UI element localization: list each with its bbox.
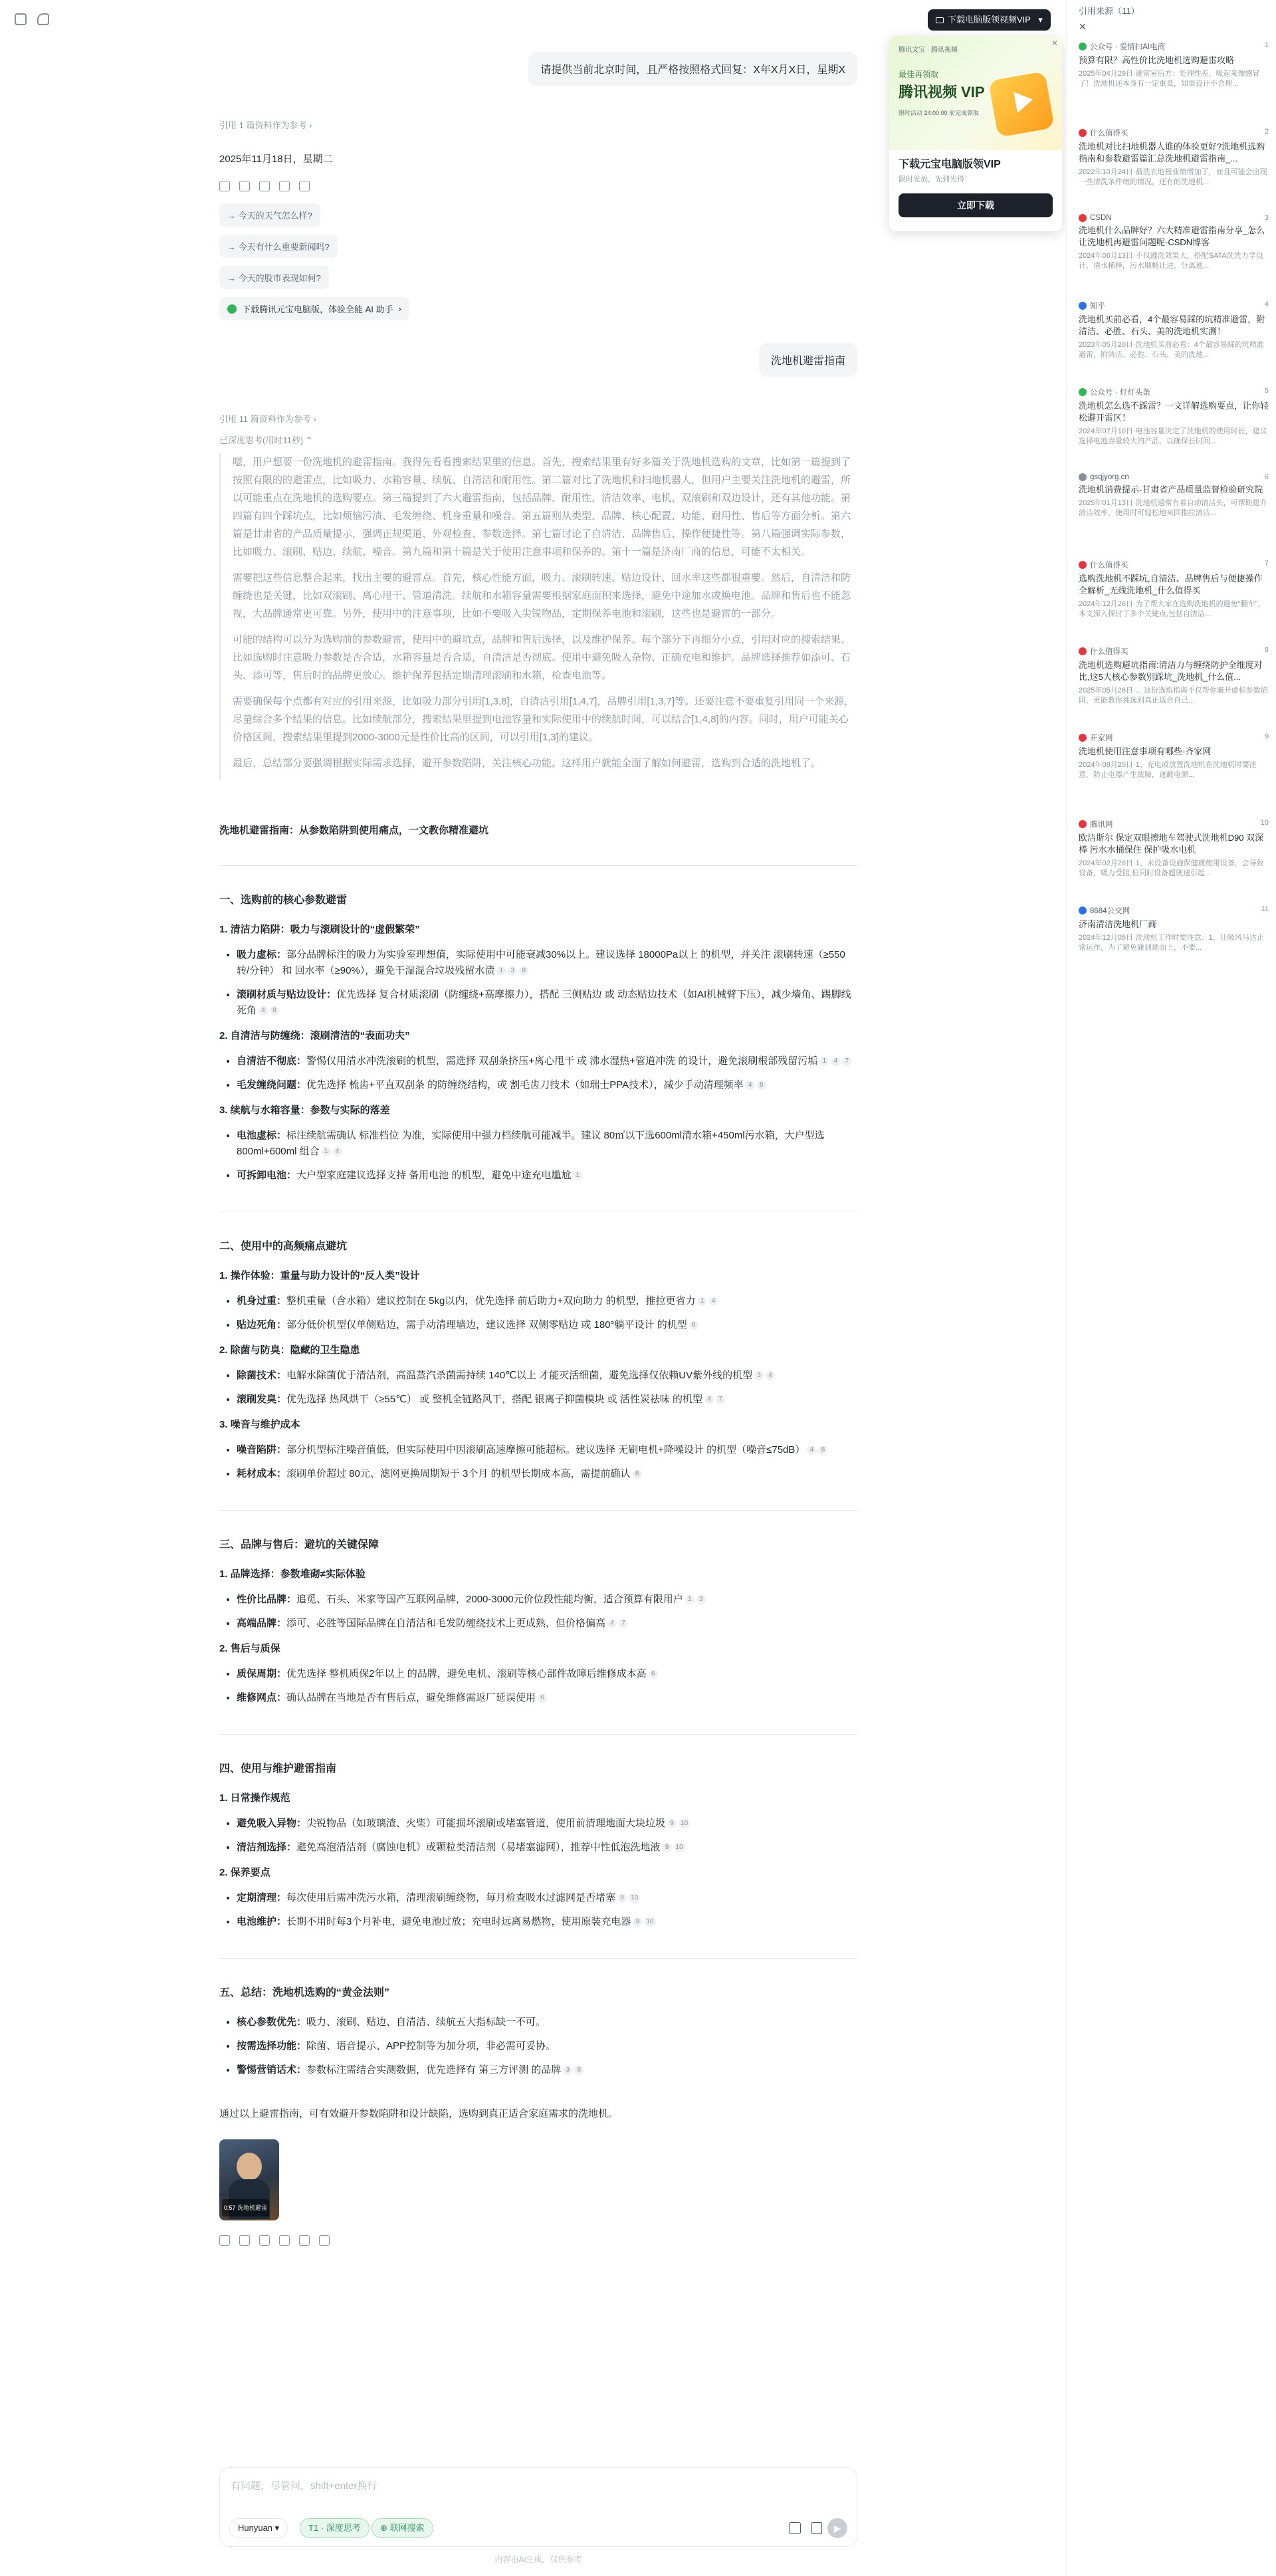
close-icon[interactable]: ✕ xyxy=(1051,39,1058,48)
list-item xyxy=(237,1368,857,1384)
list-item xyxy=(237,1914,857,1930)
bullet-list xyxy=(237,1368,857,1408)
share-icon[interactable] xyxy=(299,181,310,191)
source-item[interactable] xyxy=(1079,732,1269,780)
reference-count[interactable]: 引用 1 篇资料作为参考 › xyxy=(219,120,312,130)
close-sources-icon[interactable]: ✕ xyxy=(1079,21,1087,32)
source-site xyxy=(1079,732,1269,743)
subsection-heading: 1. 品牌选择：参数堆砌≠实际体验 xyxy=(219,1568,366,1580)
list-item-label: 滚刷发臭： xyxy=(237,1394,287,1405)
list-item-text: 追觅、石头、米家等国产互联网品牌，2000-3000元价位段性能均衡，适合预算有限用户 xyxy=(296,1594,683,1605)
answer-title: 洗地机避雷指南：从参数陷阱到使用痛点，一文教你精准避坑 xyxy=(219,825,489,836)
video-thumbnail[interactable] xyxy=(219,2139,279,2220)
list-item xyxy=(237,1077,857,1093)
source-description: 2024年12月26日·为了帮大家在选购洗地机的避免"翻车"，本文深入探讨了多个关键点,包括自清洁... xyxy=(1079,600,1265,618)
promo-art-sub: 限时活动 24:00:00 前完成领取 xyxy=(899,110,980,116)
source-site xyxy=(1079,214,1269,222)
list-item-label: 质保周期： xyxy=(237,1668,287,1679)
citation-badge[interactable]: 8 xyxy=(757,1081,766,1090)
list-item-text: 滚刷单价超过 80元、滤网更换周期短于 3个月 的机型长期成本高，需提前确认 xyxy=(286,1468,631,1479)
list-item-text: 部分机型标注噪音值低，但实际使用中因滚刷高速摩擦可能超标。建议选择 无刷电机+降噪设计 的机型（噪音≤75dB） xyxy=(286,1444,805,1455)
source-description: 2025年04月29日·避雷室后方：处理性差、吸起来像感冒了！洗地机还本身有一定重量，如果设计不合理... xyxy=(1079,70,1260,88)
citation-badge[interactable]: 7 xyxy=(716,1395,725,1404)
list-item-label: 滚刷材质与贴边设计： xyxy=(237,989,337,1000)
citation-badge[interactable]: 10 xyxy=(679,1819,690,1828)
list-item xyxy=(237,1442,857,1458)
copy-icon[interactable] xyxy=(219,181,230,191)
thumbnail-face xyxy=(237,2153,262,2181)
list-item xyxy=(237,1616,857,1632)
site-logo-icon xyxy=(1079,388,1087,396)
source-description: 2024年12月05日·洗地机工作时要注意：1、让吸风马达正常运作，为了避免碰到地面上，不要... xyxy=(1079,934,1264,952)
citation-badge[interactable]: 3 xyxy=(754,1371,764,1380)
suggestion-chip-label: 今天的天气怎么样? xyxy=(238,211,312,221)
thumbs-down-icon[interactable] xyxy=(279,181,290,191)
source-item[interactable] xyxy=(1079,128,1269,187)
source-title: 欧洁斯尔 保定双眼擦地车驾驶式洗地机D90 双深棒 污水水桶保住 保护吸水电机 xyxy=(1079,833,1264,855)
promo-art-title: 腾讯视频 VIP xyxy=(899,84,985,100)
list-item xyxy=(237,2014,857,2030)
bullet-list xyxy=(237,1890,857,1930)
thumbs-down-icon[interactable] xyxy=(279,2235,290,2246)
suggestion-chip[interactable]: → 今天有什么重要新闻吗? xyxy=(219,235,338,258)
list-item-text: 添可、必胜等国际品牌在自清洁和毛发防缠绕技术上更成熟，但价格偏高 xyxy=(286,1618,606,1629)
thinking-paragraph: 需要把这些信息整合起来，找出主要的避雷点。首先，核心性能方面，吸力、滚刷转速、贴边设计、回水率这些都很重要。然后，自清洁和防缠绕也是关键，比如双滚刷、离心甩干、管道清洗。续航和水箱容量需要根据家庭面积来选择，避免中途加水或换电池。品牌和售后也不能忽视，大品牌通常更可靠。另外，使用中的注意事项，比如不要吸入尖锐物品，定期保养电池和滚刷，这些也是避雷的一部分。 xyxy=(233,572,851,619)
source-title: 洗地机使用注意事项有哪些-齐家网 xyxy=(1079,746,1212,756)
list-item-text: 优先选择 梳齿+平直双刮条 的防缠绕结构，或 割毛齿刀技术（如瑞士PPA技术），减少手动清理频率 xyxy=(306,1079,744,1091)
source-site xyxy=(1079,819,1269,829)
citation-badge[interactable]: 8 xyxy=(633,1469,642,1479)
download-banner[interactable]: 下载腾讯元宝电脑版，体验全能 AI 助手 › xyxy=(219,297,409,320)
list-item-label: 噪音陷阱： xyxy=(237,1444,287,1455)
source-description: 2022年10月24日·最洗衣地板业绩增加了，而且可能会出现一些清洗条件绪的情况，还有的洗地机... xyxy=(1079,168,1267,186)
list-item-label: 除菌技术： xyxy=(237,1370,287,1381)
source-site-name: CSDN xyxy=(1090,214,1112,222)
citation-badge[interactable]: 10 xyxy=(644,1917,655,1927)
list-item xyxy=(237,1666,857,1682)
citation-badge[interactable]: 6 xyxy=(649,1669,658,1679)
citation-badge[interactable]: 8 xyxy=(270,1006,279,1016)
answer-sections xyxy=(219,893,857,2078)
list-item-text: 部分品牌标注的吸力为实验室理想值，实际使用中可能衰减30%以上。建议选择 18000Pa以上 的机型，并关注 滚刷转速（≥550转/分钟） 和 回水率（≥90%），避免干湿混合垃圾残留水渍 xyxy=(237,949,845,976)
citation-badge[interactable]: 8 xyxy=(689,1321,698,1330)
source-site-name: 公众号 · 爱情扫AI电商 xyxy=(1090,43,1166,51)
subsection-heading: 3. 噪音与维护成本 xyxy=(219,1419,300,1430)
bullet-list xyxy=(237,1053,857,1093)
subsection-heading: 3. 续航与水箱容量：参数与实际的落差 xyxy=(219,1105,390,1116)
monitor-icon xyxy=(936,17,944,23)
section-heading: 三、品牌与售后：避坑的关键保障 xyxy=(219,1539,379,1551)
assistant-answer: 2025年11月18日，星期二 xyxy=(219,154,333,165)
list-item-label: 吸力虚标： xyxy=(237,949,287,960)
source-title: 洗地机什么品牌好？六大精准避雷指南分享_怎么让洗地机再避雷问题呢-CSDN博客 xyxy=(1079,225,1265,247)
source-item[interactable] xyxy=(1079,300,1269,360)
site-logo-icon xyxy=(1079,129,1087,137)
source-description: 2025年05月26日·... 这份选购指南不仅帮你避开虚标参数陷阱，更能教你挑选到真正适合自己... xyxy=(1079,687,1268,704)
left-toolbar xyxy=(15,13,49,25)
web-search-toggle[interactable] xyxy=(372,2518,433,2538)
play-icon xyxy=(1013,89,1034,113)
citation-badge[interactable]: 3 xyxy=(508,966,517,976)
citation-badge[interactable]: 4 xyxy=(708,1297,718,1306)
source-title: 洗地机消费提示-甘肃省产品质量监督检验研究院 xyxy=(1079,484,1263,494)
source-number: 2 xyxy=(1264,128,1269,136)
source-title: 预算有限？高性价比洗地机选购避雷攻略 xyxy=(1079,55,1235,65)
list-item xyxy=(237,1392,857,1408)
source-site xyxy=(1079,300,1269,311)
citation-badge[interactable]: 7 xyxy=(619,1619,628,1628)
suggestion-chip[interactable]: → 今天的股市表现如何? xyxy=(219,266,329,289)
suggestion-list xyxy=(219,203,485,320)
list-item-text: 优先选择 整机质保2年以上 的品牌，避免电机、滚刷等核心部件故障后维修成本高 xyxy=(286,1668,647,1679)
sidebar-toggle-icon[interactable] xyxy=(15,13,27,25)
suggestion-chip-label: 今天的股市表现如何? xyxy=(238,273,321,283)
thinking-toggle-label: 已深度思考(用时11秒) xyxy=(219,435,304,445)
answer-content xyxy=(219,823,857,2246)
globe-icon: ⊕ xyxy=(380,2523,390,2533)
promo-art-line: 最佳再领取 xyxy=(899,70,939,79)
bullet-list xyxy=(237,1293,857,1333)
site-logo-icon xyxy=(1079,302,1087,310)
source-site-name: 开家网 xyxy=(1090,734,1113,742)
list-item-text: 电解水除菌优于清洁剂，高温蒸汽杀菌需持续 140℃以上 才能灭活细菌，避免选择仅依赖UV紫外线的机型 xyxy=(286,1370,753,1381)
source-number: 3 xyxy=(1264,214,1269,222)
source-title: 济南清洁洗地机厂商 xyxy=(1079,919,1157,929)
list-item xyxy=(237,2038,857,2054)
list-item-label: 清洁剂选择： xyxy=(237,1842,297,1853)
source-site xyxy=(1079,560,1269,570)
source-description: 2024年06月13日·不仅遵洗效果大，搭配SATA洗洗力学设计，清水稀释，污水顺畅让进，分离速... xyxy=(1079,252,1263,270)
list-item-text: 每次使用后需冲洗污水箱，清理滚刷缠绕物，每月检查吸水过滤网是否堵塞 xyxy=(286,1892,616,1903)
source-site-name: 什么值得买 xyxy=(1090,648,1128,656)
site-logo-icon xyxy=(1079,820,1087,828)
citation-badge[interactable]: 4 xyxy=(746,1081,755,1090)
list-item xyxy=(237,1317,857,1333)
thumbs-up-icon[interactable] xyxy=(259,181,270,191)
list-item-text: 大户型家庭建议选择支持 备用电池 的机型，避免中途充电尴尬 xyxy=(296,1170,572,1181)
citation-badge[interactable]: 4 xyxy=(607,1619,617,1628)
citation-badge[interactable]: 10 xyxy=(629,1893,640,1903)
vip-promo-popup xyxy=(889,36,1062,231)
list-item-text: 避免高泡清洁剂（腐蚀电机）或颗粒类清洁剂（易堵塞滤网），推荐中性低泡洗地液 xyxy=(296,1842,661,1853)
regenerate-icon[interactable] xyxy=(299,2235,310,2246)
bullet-list xyxy=(237,1128,857,1184)
list-item-text: 参数标注需结合实测数据，优先选择有 第三方评测 的品牌 xyxy=(306,2064,562,2076)
source-title: 洗地机对比扫地机器人谁的体验更好?洗地机选购指南和参数避雷篇汇总洗地机避雷指南_... xyxy=(1079,142,1265,163)
list-item xyxy=(237,1890,857,1906)
section-heading: 一、选购前的核心参数避雷 xyxy=(219,895,348,906)
source-title: 洗地机选购避坑指南:清洁力与缠绕防护全维度对比,这5大核心参数别踩坑_洗地机_什么值... xyxy=(1079,660,1263,682)
user-message: 请提供当前北京时间，且严格按照格式回复：X年X月X日，星期X xyxy=(528,52,857,86)
answer-actions xyxy=(219,2235,857,2246)
source-site-name: gsqjyorg.cn xyxy=(1090,473,1129,481)
disclaimer: 内容由AI生成，仅供参考 xyxy=(494,2555,582,2564)
bullet-list xyxy=(237,947,857,1019)
source-site xyxy=(1079,646,1269,657)
source-number: 1 xyxy=(1264,41,1269,49)
source-description: 2023年05月20日·洗地机买前必看：4个最容易踩的坑精准避雷，附清洁、必胜、石头、美的洗地... xyxy=(1079,341,1264,359)
source-description: 2024年07月10日·电池容量决定了洗地机的使用时长，建议选择电池容量较大的产品，以确保长时间... xyxy=(1079,427,1267,445)
bullet-list xyxy=(237,1816,857,1856)
citation-badge[interactable]: 9 xyxy=(633,1917,642,1927)
source-description: 2025年01月13日·洗地机通常有着自动清洁头，可帮助提升清洁效率，使用时可轻松地来回推拉清洁... xyxy=(1079,499,1267,517)
source-number: 5 xyxy=(1264,387,1269,395)
divider xyxy=(219,1510,857,1511)
source-title: 选购洗地机不踩坑,自清洁、品牌售后与便捷操作全解析_无线洗地机_什么值得买 xyxy=(1079,574,1263,595)
user-message: 洗地机避雷指南 xyxy=(759,343,857,377)
list-item-label: 核心参数优先： xyxy=(237,2016,307,2028)
list-item xyxy=(237,1293,857,1309)
source-site-name: 什么值得买 xyxy=(1090,562,1128,570)
list-item-label: 可拆卸电池： xyxy=(237,1170,297,1181)
citation-badge[interactable]: 8 xyxy=(519,966,528,976)
thinking-paragraph: 需要确保每个点都有对应的引用来源，比如吸力部分引用[1,3,8]，自清洁引用[1,4,7]，品牌引用[1,3,7]等。还要注意不要重复引用同一个来源，尽量综合多个结果的信息。比如续航部分，搜索结果里提到电池容量和实际使用中的续航时间，可以结合[1,4,8]的内容。同时，用户可能关心价格区间，搜索结果里提到2000-3000元是性价比高的区间，可以引用[1,3]的建议。 xyxy=(233,696,855,743)
list-item-label: 机身过重： xyxy=(237,1295,287,1307)
sources-panel xyxy=(1066,0,1276,2576)
bullet-list xyxy=(237,2014,857,2078)
bullet-list xyxy=(237,1592,857,1632)
download-desktop-button[interactable] xyxy=(928,9,1051,31)
list-item xyxy=(237,1840,857,1856)
thinking-paragraph: 嗯，用户想要一份洗地机的避雷指南。我得先看看搜索结果里的信息。首先，搜索结果里有好多篇关于洗地机选购的文章，比如第一篇提到了按照有限的的避雷点，比如吸力、水箱容量、续航、自清洁和耐用性。第二篇对比了洗地机和扫地机器人，但用户主要关注洗地机的避雷，所以可能重点在洗地机的选购要点。第三篇提到了六大避雷指南，包括品牌、耐用性、清洁效率、电机、双滚刷和双边设计，还有其他功能。第四篇有四个踩坑点，比如烦恼污渍、毛发缠绕、机身重量和噪音。第五篇则从类型、品牌、核心配置、功能、耐用性、售后等方面分析。第六篇是甘肃省的产品质量提示，强调正规渠道、外观检查、参数选择。第七篇讨论了自清洁、品牌售后、操作便捷性等。第八篇强调实际参数，比如吸力、滚刷、贴边、续航、噪音。第九篇和第十篇是关于使用注意事项和保养的。第十一篇是济南厂商的信息，可能不太相关。 xyxy=(233,457,851,558)
source-site-name: 8684公交网 xyxy=(1090,907,1130,915)
list-item-label: 按需选择功能： xyxy=(237,2040,307,2052)
source-description: 2024年02月28日·1、未设备设施保健就使用设备，会导致设备，吸力受阻,但同时设备超驶速引起... xyxy=(1079,859,1264,877)
source-number: 10 xyxy=(1260,819,1269,827)
list-item xyxy=(237,1053,857,1069)
reference-count-label: 引用 11 篇资料作为参考 xyxy=(219,414,311,424)
list-item-text: 优先选择 复合材质滚刷（防缠绕+高摩擦力），搭配 三侧贴边 或 动态贴边技术（如AI机械臂下压），减少墙角、踢脚线死角 xyxy=(237,989,851,1016)
source-site-name: 公众号 · 灯灯头条 xyxy=(1090,389,1150,397)
source-number: 4 xyxy=(1264,300,1269,308)
citation-badge[interactable]: 8 xyxy=(574,2066,584,2075)
video-label: 0:57 洗地机避雷 xyxy=(222,2199,269,2216)
site-logo-icon xyxy=(1079,43,1087,51)
citation-badge[interactable]: 8 xyxy=(818,1446,827,1455)
subsection-heading: 2. 除菌与防臭：隐藏的卫生隐患 xyxy=(219,1344,360,1356)
thinking-toggle[interactable]: 已深度思考(用时11秒) ⌃ xyxy=(219,435,313,445)
list-item-text: 确认品牌在当地是否有售后点，避免维修需返厂延误使用 xyxy=(286,1692,536,1703)
citation-badge[interactable]: 4 xyxy=(831,1057,840,1066)
citation-badge[interactable]: 10 xyxy=(674,1843,685,1852)
list-item xyxy=(237,947,857,979)
source-item[interactable] xyxy=(1079,41,1269,89)
list-item-text: 整机重量（含水箱）建议控制在 5kg以内，优先选择 前后助力+双向助力 的机型，推拉更省力 xyxy=(286,1295,696,1307)
list-item-label: 避免吸入异物： xyxy=(237,1818,307,1829)
share-icon[interactable] xyxy=(319,2235,330,2246)
image-upload-icon[interactable] xyxy=(789,2522,801,2534)
section-heading: 二、使用中的高频痛点避坑 xyxy=(219,1241,348,1252)
answer-section xyxy=(219,1537,857,1706)
download-banner-label: 下载腾讯元宝电脑版，体验全能 AI 助手 xyxy=(242,304,393,314)
send-button[interactable]: ▶ xyxy=(827,2518,847,2538)
citation-badge[interactable]: 1 xyxy=(573,1171,582,1180)
site-logo-icon xyxy=(1079,214,1087,222)
subsection-heading: 1. 日常操作规范 xyxy=(219,1792,290,1804)
list-item xyxy=(237,1816,857,1832)
list-item-text: 标注续航需确认 标准档位 为准，实际使用中强力档续航可能减半。建议 80㎡以下选600ml清水箱+450ml污水箱，大户型选 800ml+600ml 组合 xyxy=(237,1130,825,1157)
bullet-list xyxy=(237,1442,857,1482)
subsection-heading: 2. 自清洁与防缠绕：滚刷清洁的“表面功夫” xyxy=(219,1030,410,1041)
list-item-label: 性价比品牌： xyxy=(237,1594,297,1605)
citation-badge[interactable]: 9 xyxy=(663,1843,672,1852)
citation-badge[interactable]: 1 xyxy=(322,1147,331,1156)
citation-badge[interactable]: 4 xyxy=(766,1371,775,1380)
source-item[interactable] xyxy=(1079,819,1269,879)
answer-section xyxy=(219,1239,857,1482)
source-site-name: 什么值得买 xyxy=(1090,130,1128,138)
source-item[interactable] xyxy=(1079,473,1269,518)
list-item-label: 贴边死角： xyxy=(237,1319,287,1331)
list-item xyxy=(237,1168,857,1184)
promo-brand: 腾讯文宝 · 腾讯视频 xyxy=(899,47,958,54)
section-heading: 五、总结：洗地机选购的“黄金法则” xyxy=(219,1987,390,1998)
list-item-text: 部分低价机型仅单侧贴边，需手动清理墙边，建议选择 双侧零贴边 或 180°躺平设计 的机型 xyxy=(286,1319,687,1331)
source-site xyxy=(1079,905,1269,916)
section-heading: 四、使用与维护避雷指南 xyxy=(219,1763,337,1774)
thinking-paragraph: 最后，总结部分要强调根据实际需求选择，避开参数陷阱，关注核心功能。这样用户就能全面了解如何避雷，选购到合适的洗地机了。 xyxy=(233,758,821,769)
source-number: 11 xyxy=(1261,905,1269,913)
download-desktop-label: 下载电脑版领视频VIP xyxy=(948,15,1031,25)
citation-badge[interactable]: 3 xyxy=(696,1595,706,1604)
divider xyxy=(219,1958,857,1959)
divider xyxy=(219,865,857,866)
bullet-list xyxy=(237,1666,857,1706)
thinking-process xyxy=(219,453,857,780)
bookmark-icon[interactable] xyxy=(239,181,250,191)
chevron-down-icon: ▾ xyxy=(1038,15,1043,25)
list-item-text: 尖锐物品（如玻璃渣、火柴）可能损坏滚刷或堵塞管道，使用前清理地面大块垃圾 xyxy=(306,1818,666,1829)
citation-badge[interactable]: 4 xyxy=(704,1395,714,1404)
message-input[interactable]: 有问题，尽管问，shift+enter换行 xyxy=(231,2480,377,2492)
citation-badge[interactable]: 1 xyxy=(685,1595,694,1604)
citation-badge[interactable]: 1 xyxy=(697,1297,706,1306)
citation-badge[interactable]: 4 xyxy=(333,1147,342,1156)
source-description: 2024年08月25日·1、充电或放置洗地机在洗地机时要注意，防止电器产生故障，遮蔽电源... xyxy=(1079,761,1257,779)
list-item xyxy=(237,1690,857,1706)
model-selector-label: Hunyuan xyxy=(238,2523,273,2533)
site-logo-icon xyxy=(1079,907,1087,914)
list-item-label: 毛发缠绕问题： xyxy=(237,1079,307,1091)
copy-icon[interactable] xyxy=(219,2235,230,2246)
citation-badge[interactable]: 1 xyxy=(819,1057,829,1066)
thinking-paragraph: 可能的结构可以分为选购前的参数避雷，使用中的避坑点，品牌和售后选择，以及维护保养。每个部分下再细分小点，引用对应的搜索结果。比如选购时注意吸力参数是否合适，水箱容量是否合适，自清洁是否彻底。使用中避免吸入杂物、正确充电和维护。品牌选择推荐如添可、石头、添可等，售后时的品牌更放心。维护保养包括定期清理滚刷和水箱，检查电池等。 xyxy=(233,634,851,681)
answer-section xyxy=(219,893,857,1184)
list-item-label: 电池虚标： xyxy=(237,1130,287,1141)
site-logo-icon xyxy=(1079,473,1087,481)
reference-count-label: 引用 1 篇资料作为参考 xyxy=(219,120,307,130)
subsection-heading: 2. 保养要点 xyxy=(219,1867,270,1878)
list-item xyxy=(237,1592,857,1608)
promo-subtitle: 限时发放，先到先得！ xyxy=(899,175,972,183)
file-upload-icon[interactable] xyxy=(811,2522,822,2534)
answer-section xyxy=(219,1985,857,2078)
web-search-label: 联网搜索 xyxy=(389,2523,425,2533)
citation-badge[interactable]: 7 xyxy=(842,1057,851,1066)
source-number: 9 xyxy=(1264,732,1269,740)
list-item-text: 除菌、语音提示、APP控制等为加分项，非必需可妥协。 xyxy=(306,2040,556,2052)
source-title: 洗地机买前必看，4个最容易踩的坑精准避雷，附清洁、必胜、石头、美的洗地机实测！ xyxy=(1079,314,1265,336)
list-item-label: 耗材成本： xyxy=(237,1468,287,1479)
subsection-heading: 1. 清洁力陷阱：吸力与滚刷设计的“虚假繁荣” xyxy=(219,924,420,935)
source-title: 洗地机怎么选不踩雷？一文详解选购要点，让你轻松避开雷区！ xyxy=(1079,401,1269,423)
download-now-button[interactable]: 立即下载 xyxy=(899,193,1053,217)
bookmark-icon[interactable] xyxy=(239,2235,250,2246)
vip-promo-art xyxy=(889,36,1062,150)
source-item[interactable] xyxy=(1079,214,1269,271)
citation-badge[interactable]: 1 xyxy=(496,966,506,976)
list-item xyxy=(237,987,857,1019)
source-item[interactable] xyxy=(1079,905,1269,953)
deep-think-toggle[interactable]: T1 · 深度思考 xyxy=(300,2518,370,2538)
site-logo-icon xyxy=(1079,734,1087,742)
suggestion-chip[interactable]: → 今天的天气怎么样? xyxy=(219,203,320,227)
divider xyxy=(219,1734,857,1735)
promo-title: 下载元宝电脑版领VIP xyxy=(899,159,1001,170)
answer-section xyxy=(219,1761,857,1930)
model-selector[interactable]: Hunyuan ▾ xyxy=(229,2518,288,2538)
source-item[interactable] xyxy=(1079,560,1269,619)
sources-header: 引用来源（11） xyxy=(1079,6,1140,16)
list-item-label: 高端品牌： xyxy=(237,1618,287,1629)
list-item-label: 警惕营销话术： xyxy=(237,2064,307,2076)
source-site-name: 知乎 xyxy=(1090,302,1105,310)
source-site-name: 腾讯网 xyxy=(1090,821,1113,829)
list-item-text: 优先选择 热风烘干（≥55℃） 或 整机全链路风干，搭配 银离子抑菌模块 或 活性炭祛味 的机型 xyxy=(286,1394,702,1405)
source-number: 7 xyxy=(1264,560,1269,568)
thumbs-up-icon[interactable] xyxy=(259,2235,270,2246)
citation-badge[interactable]: 4 xyxy=(259,1006,268,1016)
citation-badge[interactable]: 9 xyxy=(617,1893,627,1903)
source-site xyxy=(1079,387,1269,397)
list-item-text: 长期不用时每3个月补电，避免电池过放；充电时远离易燃物，使用原装充电器 xyxy=(286,1916,631,1927)
source-number: 8 xyxy=(1264,646,1269,654)
site-logo-icon xyxy=(1079,647,1087,655)
suggestion-chip-label: 今天有什么重要新闻吗? xyxy=(238,242,330,252)
source-site xyxy=(1079,41,1269,52)
citation-badge[interactable]: 6 xyxy=(538,1693,547,1703)
answer-actions xyxy=(219,181,310,191)
list-item-label: 电池维护： xyxy=(237,1916,287,1927)
source-site xyxy=(1079,473,1269,481)
source-number: 6 xyxy=(1264,473,1269,481)
list-item-label: 维修网点： xyxy=(237,1692,287,1703)
subsection-heading: 1. 操作体验：重量与助力设计的“反人类”设计 xyxy=(219,1270,420,1281)
list-item-label: 定期清理： xyxy=(237,1892,287,1903)
source-site xyxy=(1079,128,1269,138)
source-item[interactable] xyxy=(1079,387,1269,447)
list-item xyxy=(237,1466,857,1482)
new-chat-icon[interactable] xyxy=(37,13,49,25)
list-item xyxy=(237,2062,857,2078)
chat-input-box xyxy=(219,2467,857,2547)
subsection-heading: 2. 售后与质保 xyxy=(219,1643,280,1654)
yuanbao-logo-icon xyxy=(227,304,237,314)
source-item[interactable] xyxy=(1079,646,1269,706)
citation-badge[interactable]: 4 xyxy=(807,1446,816,1455)
closing-text: 通过以上避雷指南，可有效避开参数陷阱和设计缺陷，选购到真正适合家庭需求的洗地机。 xyxy=(219,2108,619,2119)
list-item-text: 警惕仅用清水冲洗滚刷的机型，需选择 双刮条挤压+离心甩干 或 沸水湿热+管道冲洗 的设计，避免滚刷根部残留污垢 xyxy=(306,1055,818,1067)
list-item-text: 吸力、滚刷、贴边、自清洁、续航五大指标缺一不可。 xyxy=(306,2016,546,2028)
site-logo-icon xyxy=(1079,561,1087,569)
citation-badge[interactable]: 9 xyxy=(667,1819,677,1828)
reference-count[interactable]: 引用 11 篇资料作为参考 › xyxy=(219,414,316,424)
citation-badge[interactable]: 3 xyxy=(563,2066,572,2075)
list-item-label: 自清洁不彻底： xyxy=(237,1055,307,1067)
list-item xyxy=(237,1128,857,1160)
